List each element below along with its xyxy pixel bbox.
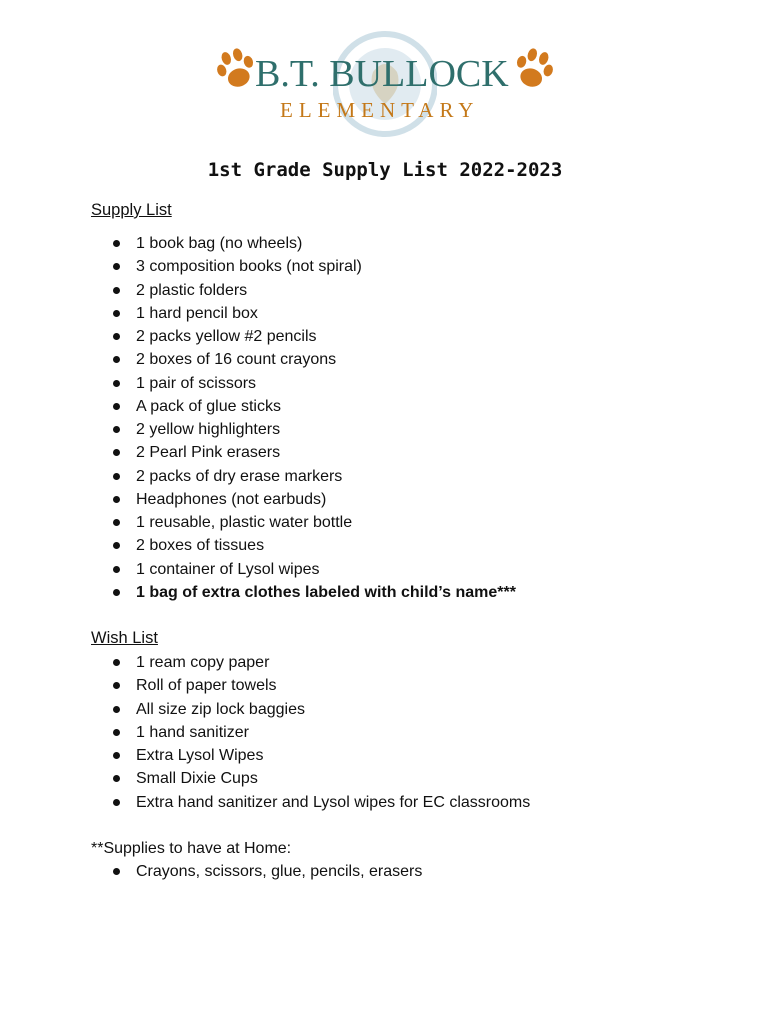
list-item: Small Dixie Cups — [113, 769, 530, 792]
list-item: Extra Lysol Wipes — [113, 746, 530, 769]
bullet-icon — [113, 287, 120, 294]
bullet-icon — [113, 263, 120, 270]
supply-list-heading: Supply List — [91, 201, 172, 219]
bullet-icon — [113, 403, 120, 410]
bullet-icon — [113, 542, 120, 549]
list-item: 1 hand sanitizer — [113, 723, 530, 746]
list-item: Extra hand sanitizer and Lysol wipes for EC classrooms — [113, 793, 530, 816]
list-item: 1 book bag (no wheels) — [113, 234, 516, 257]
logo-school-type: ELEMENTARY — [280, 98, 480, 122]
list-item: Roll of paper towels — [113, 676, 530, 699]
list-item: 2 Pearl Pink erasers — [113, 443, 516, 466]
list-item: Crayons, scissors, glue, pencils, erasers — [113, 862, 422, 885]
bullet-icon — [113, 473, 120, 480]
bullet-icon — [113, 310, 120, 317]
list-item: 2 yellow highlighters — [113, 420, 516, 443]
wish-list-heading: Wish List — [91, 629, 158, 647]
bullet-icon — [113, 380, 120, 387]
list-item: 2 boxes of tissues — [113, 536, 516, 559]
bullet-icon — [113, 333, 120, 340]
list-item: 1 container of Lysol wipes — [113, 560, 516, 583]
bullet-icon — [113, 659, 120, 666]
list-item: 2 packs yellow #2 pencils — [113, 327, 516, 350]
bullet-icon — [113, 496, 120, 503]
bullet-icon — [113, 449, 120, 456]
list-item-extra-clothes: 1 bag of extra clothes labeled with child’s name*** — [113, 583, 516, 606]
list-item: 2 boxes of 16 count crayons — [113, 350, 516, 373]
bullet-icon — [113, 589, 120, 596]
document-title: 1st Grade Supply List 2022-2023 — [207, 159, 563, 181]
bullet-icon — [113, 240, 120, 247]
supply-list — [113, 234, 516, 606]
bullet-icon — [113, 775, 120, 782]
list-item: 1 hard pencil box — [113, 304, 516, 327]
wish-list — [113, 653, 530, 816]
bullet-icon — [113, 729, 120, 736]
school-logo — [205, 30, 565, 142]
bullet-icon — [113, 799, 120, 806]
paw-print-icon — [213, 44, 259, 94]
list-item: 1 reusable, plastic water bottle — [113, 513, 516, 536]
list-item: 3 composition books (not spiral) — [113, 257, 516, 280]
bullet-icon — [113, 566, 120, 573]
home-supplies-heading: **Supplies to have at Home: — [91, 840, 292, 857]
bullet-icon — [113, 519, 120, 526]
list-item: 2 packs of dry erase markers — [113, 467, 516, 490]
list-item: A pack of glue sticks — [113, 397, 516, 420]
bullet-icon — [113, 682, 120, 689]
list-item: Headphones (not earbuds) — [113, 490, 516, 513]
list-item: 1 ream copy paper — [113, 653, 530, 676]
logo-school-name: B.T. BULLOCK — [255, 53, 509, 95]
list-item: 1 pair of scissors — [113, 374, 516, 397]
list-item: All size zip lock baggies — [113, 700, 530, 723]
bullet-icon — [113, 426, 120, 433]
bullet-icon — [113, 868, 120, 875]
bullet-icon — [113, 356, 120, 363]
home-supplies-list — [113, 862, 422, 885]
bullet-icon — [113, 706, 120, 713]
paw-print-icon — [511, 44, 557, 94]
bullet-icon — [113, 752, 120, 759]
list-item: 2 plastic folders — [113, 281, 516, 304]
